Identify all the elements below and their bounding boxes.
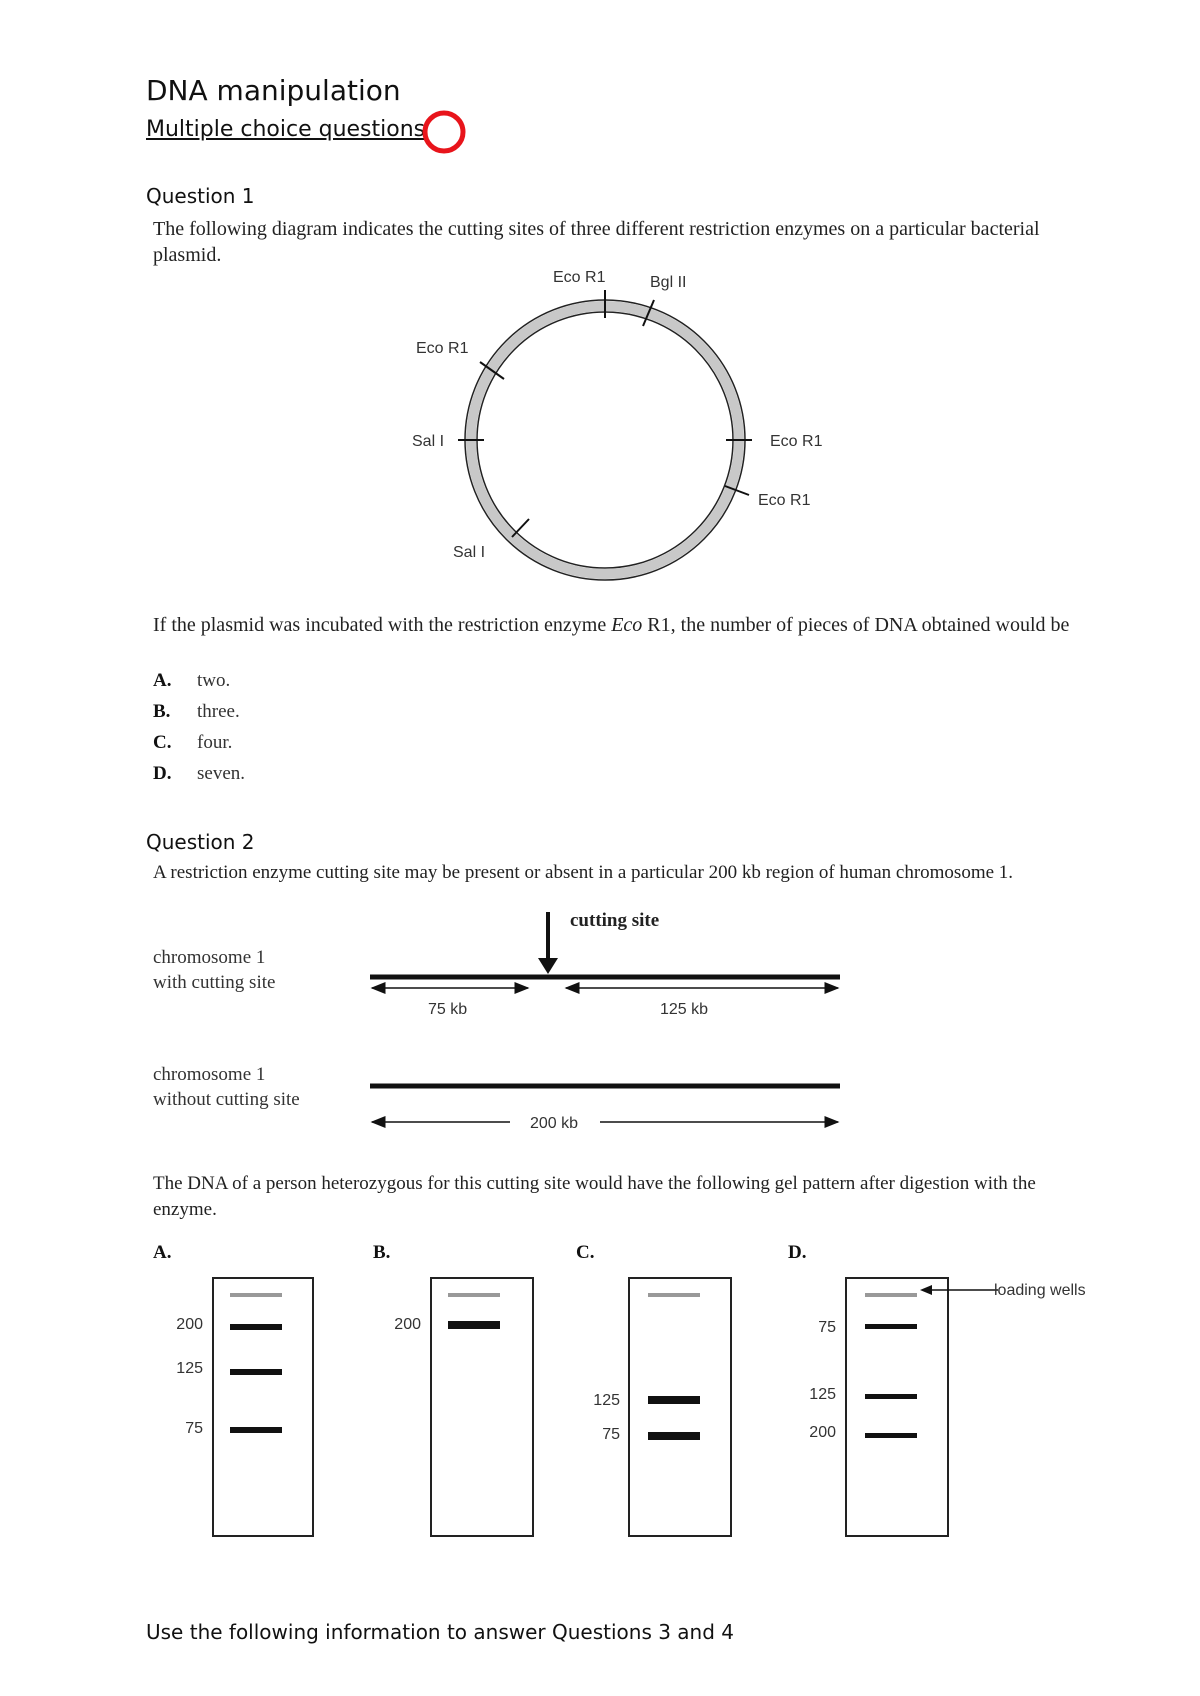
site-label: Sal I: [453, 544, 486, 561]
question-1-heading: Question 1: [146, 184, 255, 208]
site-label: Bgl II: [650, 274, 687, 291]
gel-b: [430, 1277, 534, 1537]
option-letter: B.: [153, 701, 171, 722]
gel-prompt: The DNA of a person heterozygous for this cutting site would have the following gel pattern after digestion with the enzyme.: [153, 1173, 1036, 1220]
option-text: two.: [197, 670, 231, 691]
footer-instruction: Use the following information to answer Questions 3 and 4: [146, 1620, 735, 1644]
gel-band: [648, 1432, 700, 1440]
gel-band: [865, 1433, 917, 1438]
segment-200-label: 200 kb: [530, 1115, 579, 1132]
plasmid-inner-ring: [477, 312, 733, 568]
chromosome-with-site-label: [153, 945, 275, 995]
band-label: 125: [176, 1360, 203, 1377]
page-subtitle: Multiple choice questions: [146, 117, 426, 142]
circle-marker-icon: [418, 106, 470, 158]
segment-75-label: 75 kb: [428, 1001, 468, 1018]
loading-well: [230, 1293, 282, 1297]
option-text: three.: [197, 701, 240, 722]
gel-band: [230, 1324, 282, 1330]
page-title: DNA manipulation: [146, 74, 401, 107]
answer-option-a[interactable]: [153, 670, 230, 692]
site-label: Eco R1: [770, 433, 823, 450]
gel-band: [865, 1394, 917, 1399]
chromosome-without-site-label: [153, 1062, 300, 1112]
prompt-text: R1, the number of pieces of DNA obtained would be: [642, 614, 1070, 636]
gel-letter-d: D.: [788, 1242, 807, 1263]
option-text: four.: [197, 732, 233, 753]
gel-band: [230, 1427, 282, 1433]
question-2-intro: A restriction enzyme cutting site may be present or absent in a particular 200 kb region of human chromosome 1.: [153, 862, 1014, 883]
cutting-site-label: cutting site: [570, 910, 660, 931]
answer-option-c[interactable]: [153, 732, 232, 754]
option-letter: A.: [153, 670, 172, 691]
band-label: 75: [185, 1420, 203, 1437]
gel-a: [212, 1277, 314, 1537]
question-1-intro: The following diagram indicates the cutting sites of three different restriction enzymes on a particular bacterial plasmid.: [153, 218, 1040, 266]
gel-band: [648, 1396, 700, 1404]
chromosome-diagram: [360, 900, 860, 1140]
prompt-text: If the plasmid was incubated with the restriction enzyme: [153, 614, 612, 636]
prompt-italic: Eco: [611, 614, 643, 636]
gel-d: [845, 1277, 949, 1537]
site-label: Eco R1: [553, 269, 606, 286]
gel-band: [230, 1369, 282, 1375]
label-line: with cutting site: [153, 972, 276, 993]
site-label: Sal I: [412, 433, 445, 450]
gel-band: [865, 1324, 917, 1329]
site-label: Eco R1: [758, 492, 811, 509]
label-line: chromosome 1: [153, 1064, 266, 1085]
plasmid-diagram: [380, 260, 860, 600]
site-label: Eco R1: [416, 340, 469, 357]
gel-c: [628, 1277, 732, 1537]
band-label: 125: [593, 1392, 620, 1409]
segment-125-label: 125 kb: [660, 1001, 709, 1018]
question-2-heading: Question 2: [146, 830, 255, 854]
answer-option-d[interactable]: [153, 763, 245, 785]
option-letter: D.: [153, 763, 172, 784]
band-label: 75: [602, 1426, 620, 1443]
option-letter: C.: [153, 732, 172, 753]
option-text: seven.: [197, 763, 246, 784]
cutting-site-arrowhead: [538, 958, 558, 974]
loading-well: [448, 1293, 500, 1297]
loading-wells-arrow-icon: [920, 1280, 1000, 1300]
band-label: 200: [176, 1316, 203, 1333]
plasmid-band: [471, 306, 739, 574]
label-line: chromosome 1: [153, 947, 266, 968]
band-label: 75: [818, 1319, 836, 1336]
gel-letter-a: A.: [153, 1242, 172, 1263]
loading-well: [648, 1293, 700, 1297]
gel-band: [448, 1321, 500, 1329]
loading-wells-label: loading wells: [994, 1282, 1086, 1299]
gel-letter-b: B.: [373, 1242, 391, 1263]
band-label: 125: [809, 1386, 836, 1403]
label-line: without cutting site: [153, 1089, 300, 1110]
cut-site-sal-lower: [512, 519, 529, 537]
band-label: 200: [809, 1424, 836, 1441]
loading-well: [865, 1293, 917, 1297]
question-1-prompt: [153, 612, 1093, 638]
answer-option-b[interactable]: [153, 701, 240, 723]
band-label: 200: [394, 1316, 421, 1333]
gel-letter-c: C.: [576, 1242, 595, 1263]
